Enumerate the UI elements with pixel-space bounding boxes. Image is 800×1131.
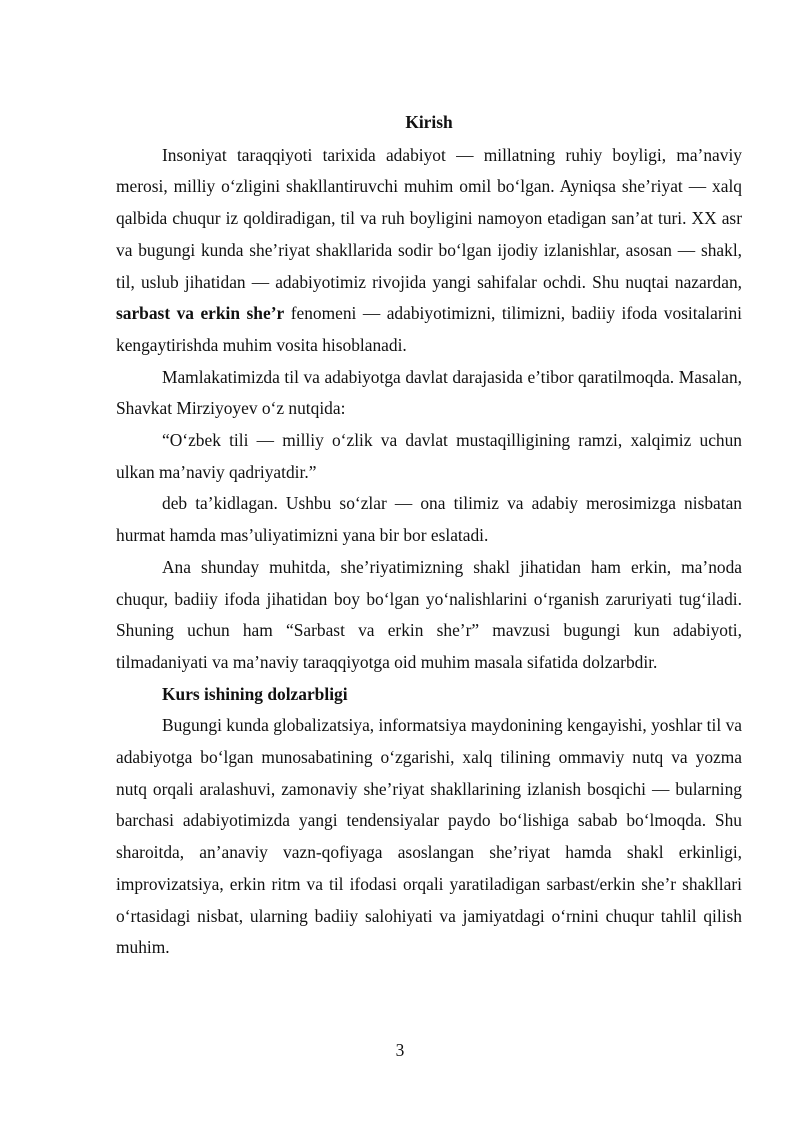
quote: “O‘zbek tili — milliy o‘zlik va davlat mustaqilligining ramzi, xalqimiz uchun ulkan ma’naviy qadriyatdir.” xyxy=(116,430,742,482)
paragraph-relevance: Ana shunday muhitda, she’riyatimizning shakl jihatidan ham erkin, ma’noda chuqur, badiiy ifoda jihatidan boy bo‘lgan yo‘nalishlarini o‘rganish zaruriyati tug‘iladi. Shuning uchun ham “Sarbast va erkin she’r” mavzusi bugungi kun adabiyoti, tilmadaniyati va ma’naviy taraqqiyotga oid muhim masala sifatida dolzarbdir. xyxy=(116,556,742,672)
paragraph-state-attention: Mamlakatimizda til va adabiyotga davlat darajasida e’tibor qaratilmoqda. Masalan, Shavkat Mirziyoyev o‘z nutqida: xyxy=(116,366,742,419)
paragraph-quote-comment: deb ta’kidlagan. Ushbu so‘zlar — ona tilimiz va adabiy merosimizga nisbatan hurmat hamda mas’uliyatimizni yana bir bor eslatadi. xyxy=(116,493,742,546)
paragraph-intro-text-end: fenomeni — adabiyotimizni, tilimizni, badiiy ifoda vositalarini kengaytirishda muhim vosita hisoblanadi. xyxy=(116,303,742,355)
paragraph-intro xyxy=(116,140,742,362)
section-subheading: Kurs ishining dolzarbligi xyxy=(162,683,348,704)
bold-term: sarbast va erkin she’r xyxy=(116,303,285,324)
page-number: 3 xyxy=(395,1040,405,1060)
page-title: Kirish xyxy=(405,112,453,132)
paragraph-intro-text: Insoniyat taraqqiyoti tarixida adabiyot — millatning ruhiy boyligi, ma’naviy merosi, milliy o‘zligini shakllantiruvchi muhim omil bo‘lgan. Ayniqsa she’riyat — xalq qalbida chuqur iz qoldiradigan, til va ruh boyligini namoyon etadigan san’at turi. XX asr va bugungi kunda she’riyat shakllarida sodir bo‘lgan ijodiy izlanishlar, asosan — shakl, til, uslub jihatidan — adabiyotimiz rivojida yangi sahifalar ochdi. Shu nuqtai nazardan, xyxy=(116,144,742,292)
page-content xyxy=(116,107,742,964)
paragraph-actuality: Bugungi kunda globalizatsiya, informatsiya maydonining kengayishi, yoshlar til va adabiyotga bo‘lgan munosabatining o‘zgarishi, xalq tilining ommaviy nutq va yozma nutq orqali aralashuvi, zamonaviy she’riyat shakllarining izlanish bosqichi — bularning barchasi adabiyotimizda yangi tendensiyalar paydo bo‘lishiga sabab bo‘lmoqda. Shu sharoitda, an’anaviy vazn-qofiyaga asoslangan she’riyat hamda shakl erkinligi, improvizatsiya, erkin ritm va til ifodasi orqali yaratiladigan sarbast/erkin she’r shakllari o‘rtasidagi nisbat, ularning badiiy salohiyati va jamiyatdagi o‘rnini chuqur tahlil qilish muhim. xyxy=(116,715,742,958)
